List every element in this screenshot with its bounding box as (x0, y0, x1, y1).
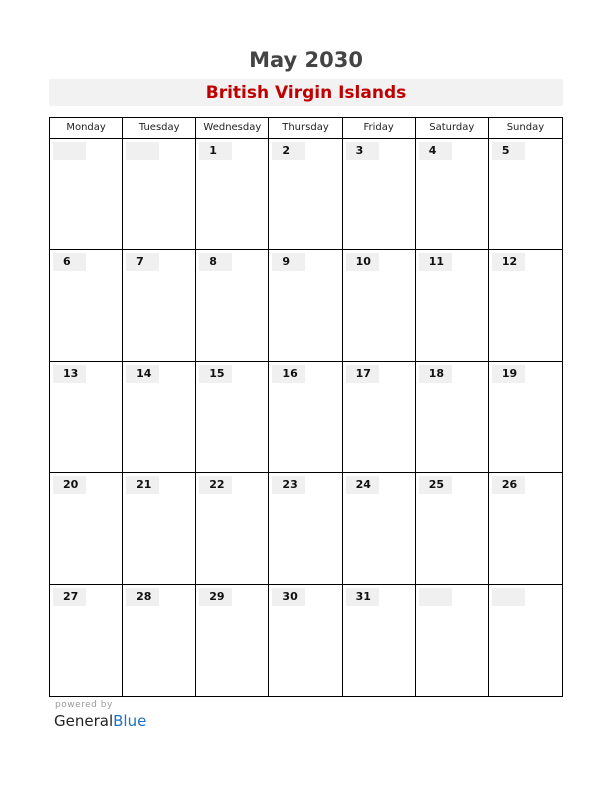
day-cell (416, 585, 489, 696)
day-cell (343, 473, 416, 584)
day-cell (196, 250, 269, 361)
day-number (126, 142, 159, 160)
generalblue-logo[interactable] (54, 712, 146, 730)
day-cell (123, 139, 196, 250)
day-cell (343, 250, 416, 361)
day-cell (269, 139, 342, 250)
day-cell (416, 250, 489, 361)
day-cell (489, 139, 562, 250)
day-number: 24 (346, 476, 379, 494)
day-number: 25 (419, 476, 452, 494)
day-cell (343, 585, 416, 696)
day-number: 30 (272, 588, 305, 606)
day-number: 3 (346, 142, 379, 160)
weekday-header-sunday: Sunday (489, 118, 562, 139)
day-cell (123, 473, 196, 584)
weekday-header-monday: Monday (50, 118, 123, 139)
day-cell (489, 362, 562, 473)
day-number: 11 (419, 253, 452, 271)
powered-by-label: powered by (55, 700, 113, 710)
day-number: 17 (346, 365, 379, 383)
day-number: 5 (492, 142, 525, 160)
day-cell (416, 139, 489, 250)
day-cell (489, 585, 562, 696)
day-number: 7 (126, 253, 159, 271)
day-cell (416, 362, 489, 473)
day-number: 27 (53, 588, 86, 606)
day-number: 6 (53, 253, 86, 271)
calendar-grid (49, 117, 563, 697)
day-number: 15 (199, 365, 232, 383)
weekday-header-friday: Friday (343, 118, 416, 139)
day-cell (50, 473, 123, 584)
day-number (419, 588, 452, 606)
day-number: 1 (199, 142, 232, 160)
weekday-header-wednesday: Wednesday (196, 118, 269, 139)
day-number: 18 (419, 365, 452, 383)
day-number (53, 142, 86, 160)
day-cell (269, 585, 342, 696)
day-cell (416, 473, 489, 584)
day-cell (269, 362, 342, 473)
day-number: 16 (272, 365, 305, 383)
day-cell (196, 473, 269, 584)
day-cell (50, 362, 123, 473)
calendar-title: May 2030 (249, 48, 363, 72)
day-cell (196, 585, 269, 696)
day-number: 29 (199, 588, 232, 606)
day-number: 19 (492, 365, 525, 383)
day-number: 14 (126, 365, 159, 383)
day-number: 13 (53, 365, 86, 383)
day-cell (269, 473, 342, 584)
country-name: British Virgin Islands (205, 83, 407, 103)
day-cell (489, 473, 562, 584)
day-number: 4 (419, 142, 452, 160)
day-number: 26 (492, 476, 525, 494)
day-number: 12 (492, 253, 525, 271)
brand-name-general: General (54, 712, 114, 730)
day-number: 31 (346, 588, 379, 606)
day-cell (123, 585, 196, 696)
weekday-header-tuesday: Tuesday (123, 118, 196, 139)
day-cell (50, 139, 123, 250)
day-number: 9 (272, 253, 305, 271)
day-cell (489, 250, 562, 361)
day-number: 22 (199, 476, 232, 494)
brand-name-blue: Blue (113, 712, 147, 730)
day-cell (343, 139, 416, 250)
day-cell (123, 250, 196, 361)
day-number: 23 (272, 476, 305, 494)
day-cell (123, 362, 196, 473)
day-number: 8 (199, 253, 232, 271)
weekday-header-thursday: Thursday (269, 118, 342, 139)
day-cell (196, 139, 269, 250)
day-number: 21 (126, 476, 159, 494)
day-cell (269, 250, 342, 361)
day-number: 10 (346, 253, 379, 271)
country-banner (49, 79, 563, 106)
day-number (492, 588, 525, 606)
weekday-header-saturday: Saturday (416, 118, 489, 139)
day-number: 2 (272, 142, 305, 160)
day-cell (50, 585, 123, 696)
day-cell (343, 362, 416, 473)
day-cell (196, 362, 269, 473)
day-number: 28 (126, 588, 159, 606)
day-number: 20 (53, 476, 86, 494)
day-cell (50, 250, 123, 361)
